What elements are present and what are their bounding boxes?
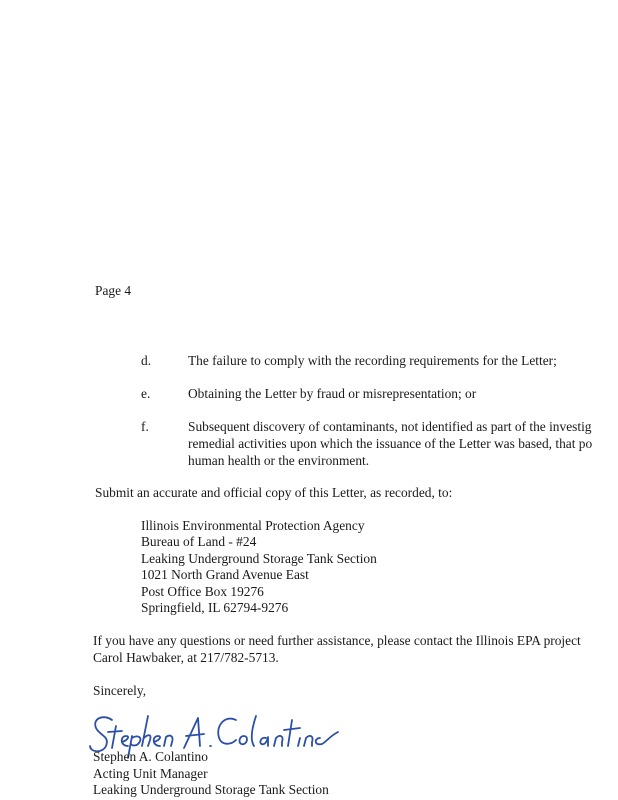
contact-paragraph-line-2: Carol Hawbaker, at 217/782-5713. bbox=[93, 650, 279, 665]
list-item-d-text: The failure to comply with the recording requirements for the Letter; bbox=[188, 353, 557, 368]
signer-name: Stephen A. Colantino bbox=[93, 749, 208, 764]
list-item-letter-f: f. bbox=[141, 419, 149, 434]
address-line: Bureau of Land - #24 bbox=[141, 534, 257, 549]
contact-paragraph-line-1: If you have any questions or need further assistance, please contact the Illinois EPA project bbox=[93, 633, 581, 648]
address-line: 1021 North Grand Avenue East bbox=[141, 567, 309, 582]
address-line: Leaking Underground Storage Tank Section bbox=[141, 551, 377, 566]
address-line: Post Office Box 19276 bbox=[141, 584, 264, 599]
signer-section: Leaking Underground Storage Tank Section bbox=[93, 782, 329, 797]
closing-salutation: Sincerely, bbox=[93, 683, 147, 698]
list-item-f-text-line-1: Subsequent discovery of contaminants, not identified as part of the investig bbox=[188, 419, 592, 434]
list-item-f-text-line-3: human health or the environment. bbox=[188, 453, 370, 468]
signer-title: Acting Unit Manager bbox=[93, 766, 208, 781]
page-number: Page 4 bbox=[95, 283, 132, 298]
submit-instruction: Submit an accurate and official copy of this Letter, as recorded, to: bbox=[95, 485, 453, 500]
list-item-letter-d: d. bbox=[141, 353, 152, 368]
address-line: Springfield, IL 62794-9276 bbox=[141, 600, 289, 615]
list-item-e-text: Obtaining the Letter by fraud or misrepresentation; or bbox=[188, 386, 477, 401]
list-item-letter-e: e. bbox=[141, 386, 151, 401]
address-line: Illinois Environmental Protection Agency bbox=[141, 518, 365, 533]
list-item-f-text-line-2: remedial activities upon which the issuance of the Letter was based, that po bbox=[188, 436, 593, 451]
